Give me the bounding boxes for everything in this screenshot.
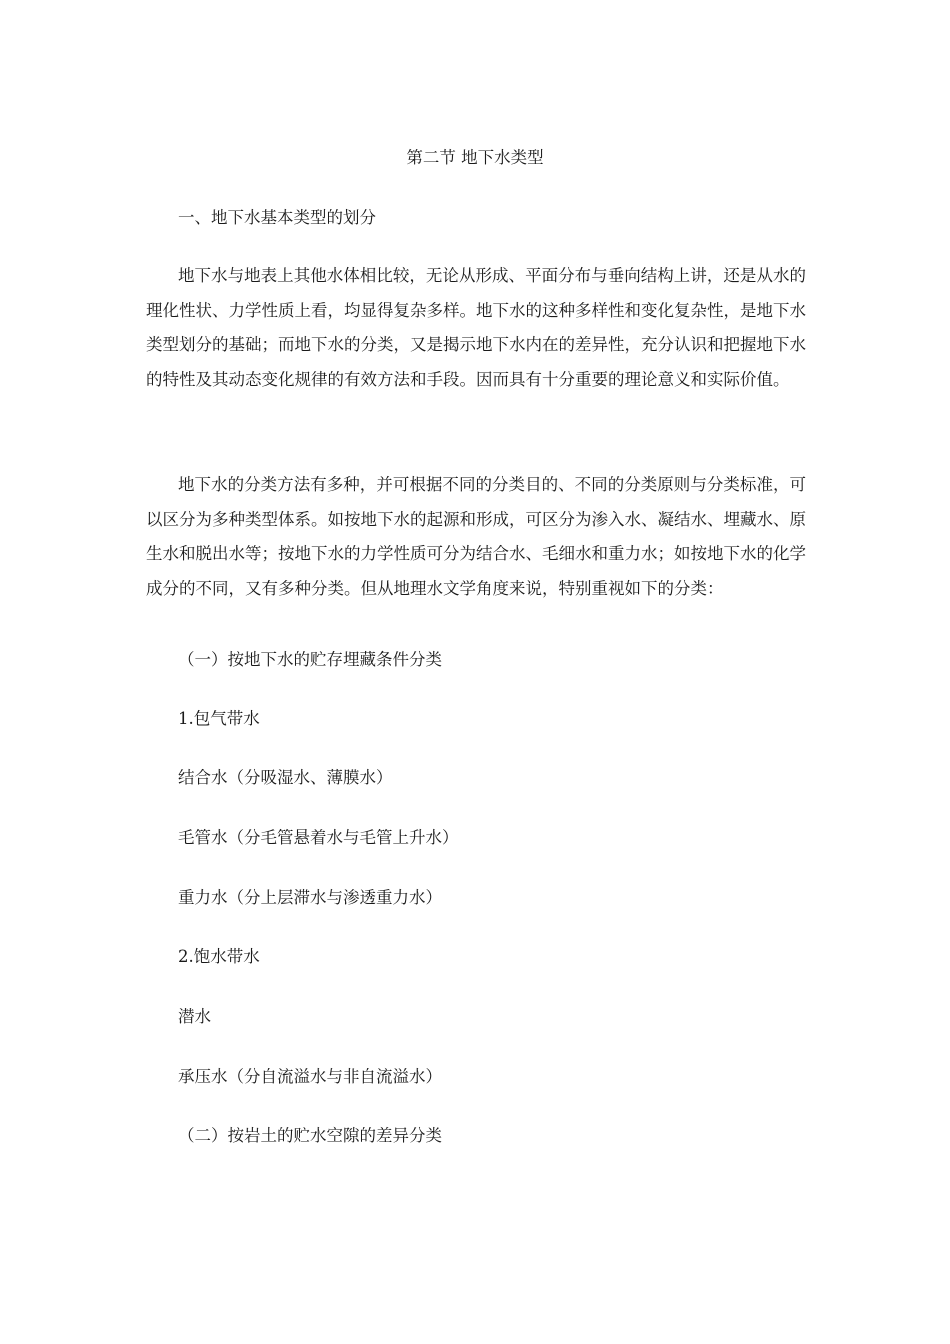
subheading-storage-conditions: （一）按地下水的贮存埋藏条件分类 [178,650,442,669]
section-heading: 一、地下水基本类型的划分 [178,208,376,227]
list-item-capillary-water: 毛管水（分毛管悬着水与毛管上升水） [178,828,459,847]
page-title: 第二节 地下水类型 [406,148,544,167]
list-item-bound-water: 结合水（分吸湿水、薄膜水） [178,768,393,787]
list-item-confined-water: 承压水（分自流溢水与非自流溢水） [178,1067,442,1086]
list-item-phreatic-water: 潜水 [178,1007,211,1026]
list-item-gravity-water: 重力水（分上层滞水与渗透重力水） [178,888,442,907]
subheading-pore-space: （二）按岩土的贮水空隙的差异分类 [178,1126,442,1145]
paragraph-1: 地下水与地表上其他水体相比较，无论从形成、平面分布与垂向结构上讲，还是从水的理化性状、力学性质上看，均显得复杂多样。地下水的这种多样性和变化复杂性，是地下水类型划分的基础；而地下水的分类，又是揭示地下水内在的差异性，充分认识和把握地下水的特性及其动态变化规律的有效方法和手段。因而具有十分重要的理论意义和实际价值。 [146,266,806,389]
list-item-vadose-zone-water: 1.包气带水 [178,709,260,728]
paragraph-2: 地下水的分类方法有多种，并可根据不同的分类目的、不同的分类原则与分类标准，可以区分为多种类型体系。如按地下水的起源和形成，可区分为渗入水、凝结水、埋藏水、原生水和脱出水等；按地下水的力学性质可分为结合水、毛细水和重力水；如按地下水的化学成分的不同，又有多种分类。但从地理水文学角度来说，特别重视如下的分类： [146,475,806,598]
list-item-saturated-zone-water: 2.饱水带水 [178,947,260,966]
